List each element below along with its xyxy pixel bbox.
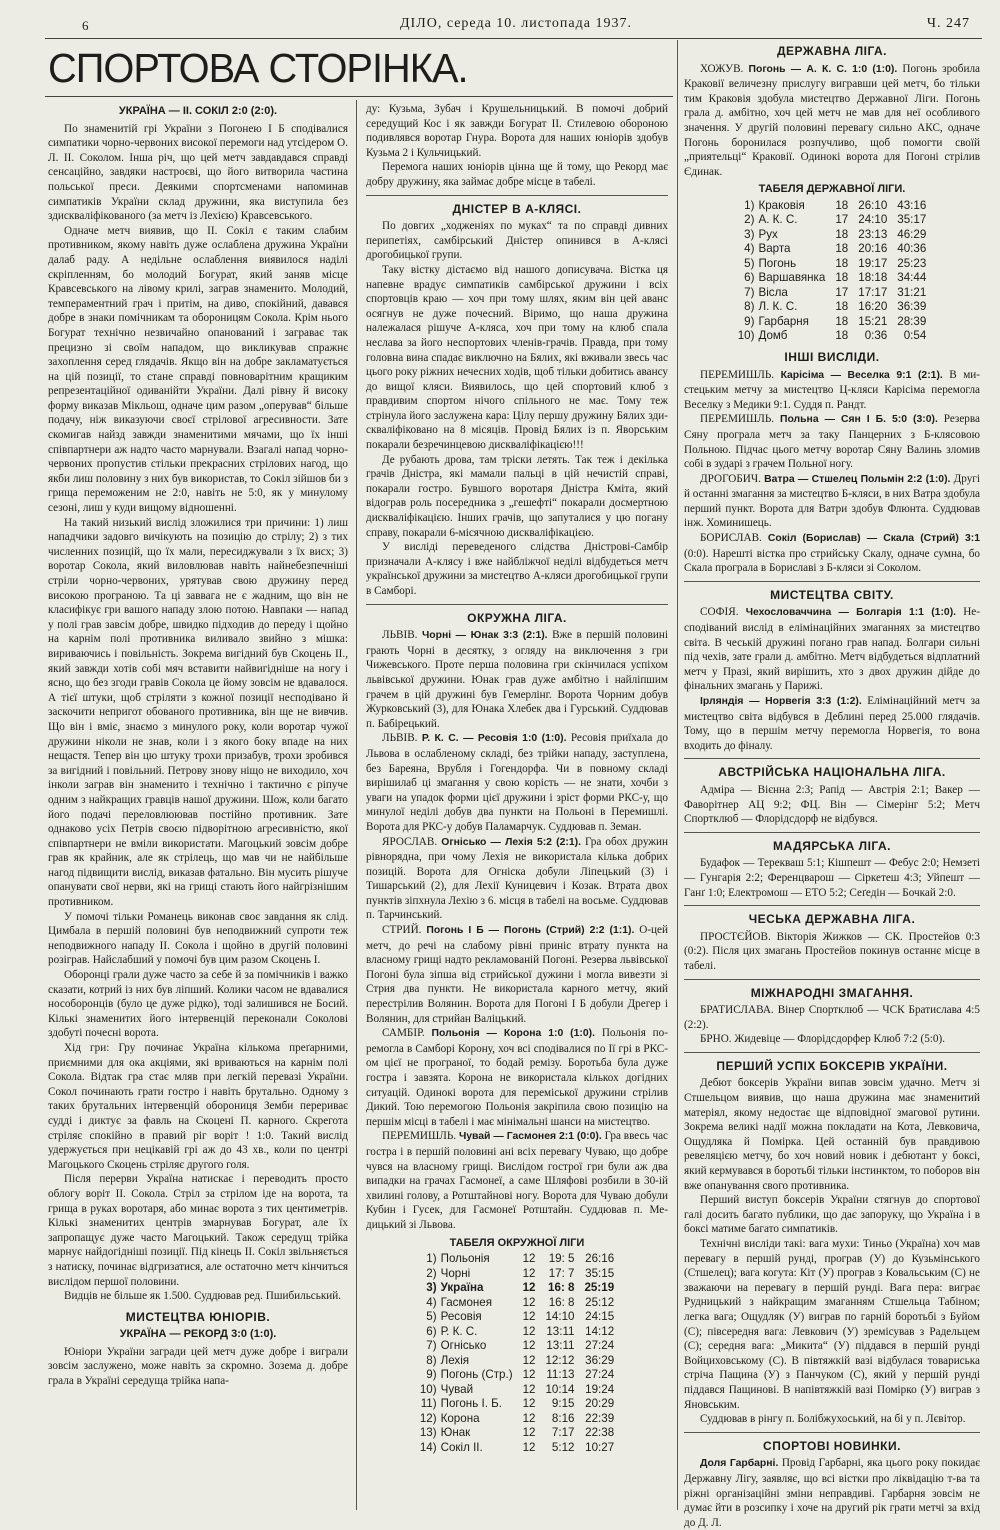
match-result: Чувай — Гасмонея 2:1 (0:0). <box>458 1131 602 1143</box>
report-text: Вінер Спортклюб — ЧСК Братислава 4:5 (2:2). <box>684 1004 980 1031</box>
table-row <box>415 1252 619 1267</box>
table-cell: Погонь І. Б. <box>440 1397 502 1411</box>
column-3 <box>684 44 981 1529</box>
table-cell: 24:10 <box>858 213 888 227</box>
section-heading: МАДЯРСЬКА ЛІГА. <box>773 838 891 853</box>
paragraph: Одначе метч виявив, що II. Сокіл є таким слабим противником, якому навіть дуже ослаблена дружина України далаб раду. А недільне ослаблення виявилося наділі скріпленням, бо молодий Богурат, який заняв місце Кравсевського на лівому крилі, заграв знаменито. Молодий, темпераментний грач і притім, на диво, спокійний, давався добре в знаки помічникам та обороницям Сокола. Крім нього Богурат технічно незвичайно опанований і заграває так прецизно зі своїм нападом, що викликував спражнє захоплення серед глядачів. Якщо він на добре закламатується на цій позиції, то стане справді повноварітним кращиким репрезентаційної одиванійти України. Далі рівну й високу форму виказав Мікльош, одначе цим разом „оперував“ більше подачу, ніж виказуючи своєї стрілової агресивности. Зате скомигав найзд завжди знаменитими мячами, що їх інші співпартнери аж надто часто марнували. Взагалі напад чорно-червоних пропустив стільки прекрасних стрілових нагод, що якби лиш половину з них був використав, то Сокіл зійшов би з грища переможеним не 2:0, навіть не 5:0, як у минулому сезоні, лиш у куди вищому відношенні. <box>48 224 348 515</box>
match-report <box>684 368 980 413</box>
report-text: О-цей метч, до речі на слабому рівні приніс втрату пункта на власному грищі надто рекламованій Погоні. Резерва львівської Погоні була зіпша від стрийської дужини і могла вивезти зі Стрия два пункти. Не використала карного метчу, який перестрілив Волянин. Ворота для Погоні І Б добули Дрегер і Волянин, для стрийан Валіцький. <box>366 924 668 1025</box>
city: ЛЬВІВ. <box>382 629 418 642</box>
table-cell: 12 <box>522 1397 536 1411</box>
table-cell: 17:17 <box>858 285 888 299</box>
table-cell: 18 <box>835 256 849 270</box>
table-row <box>733 213 932 228</box>
city: СОФІЯ. <box>700 606 739 619</box>
district-league-table <box>415 1252 619 1455</box>
report-text: (0:0). Нарешті вістка про стрийську Скалу, одначе сумна, бо Скала програла в Бориславі з Б-кляси зі Соколом. <box>684 547 980 575</box>
article-heading: УКРАЇНА — II. СОКІЛ 2:0 (2:0). <box>118 105 278 117</box>
table-row <box>415 1296 619 1311</box>
table-cell: 19: 5 <box>548 1252 575 1266</box>
table-cell: 9:15 <box>551 1397 575 1411</box>
divider <box>684 758 980 759</box>
table-row <box>415 1426 619 1441</box>
city: СТРИЙ. <box>382 924 422 937</box>
match-result: Сокіл (Борислав) — Скала (Стрий) 3:1 <box>767 533 980 545</box>
table-cell: 12 <box>522 1411 536 1425</box>
table-cell: Погонь <box>758 256 797 270</box>
paragraph: На такий низький вислід зложилися три причини: 1) лиш нападчики задовго вичікують на позицію до стрілу; 2) з тих численних позицій, що їх мали, пересиджували з їх висх; 3) воротар Сокола, який виловлював навіть найнебезпечніші стріли чорно-червоних, урятував свою дружину перед високою програною. Та ці заввага не є жадним, що він не класифікує гри вашого нападу злою потою. Навпаки — напад у полі грав завсім добре, швидко підходив до переду і щойно на карнім полі противника виливало звийно з мішка: вириваючись і повільність. Зокрема вигідний був Скоцень II., який завжди хотів собі мяч вставити найвигідніше на ногу і ясно, що без згоди гравів Сокола це йому зовсім не вдавалося. А тієї штуки, щоб стріляти з кожної позиції несподівано й заскочити непригот обованого противника, він ще не вивчив. Що він і вміє, знаємо з минулого року, коли воротар чужої дружини ніколи не знав, коли і з якого боку впаде на них нещастя. Тепер він цю штуку трохи призабув, трохи зробився за вигідний і повільний. Петрову знову ніщо не виходило, хоч інколи заграв він знаменито і технічно і тактично є ріпуче одним з найкращих гравців нашої дружини. Шож, коли багато його подачі переловлюював постійно противник. Зате однаково усіх Петрів своєю підворітною агресивністю, якої співпартнери не вміли використати. Магоцький зовсім добре грав як крайник, але як стрілець, що мав чи не найбільше нагод підвищити вислід, виказав фатально. Він мусить рішуче опанувати свої нерви, які на грищі стають його найгрізнішим противником. <box>48 516 348 909</box>
table-row <box>415 1354 619 1369</box>
city: ПЕРЕМИШЛЬ. <box>700 368 775 381</box>
table-cell: 12 <box>522 1252 536 1266</box>
table-cell: 23:13 <box>858 227 888 241</box>
city: БОРИСЛАВ. <box>700 532 762 545</box>
issue-number: Ч. 247 <box>926 16 970 31</box>
article-heading: УКРАЇНА — РЕКОРД 3:0 (1:0). <box>119 1328 277 1341</box>
table-cell: Вісла <box>758 285 788 299</box>
paragraph: Перемога наших юніорів цінна ще й тому, що Рекорд має добру дружину, яка займає добре місце в табелі. <box>366 161 668 188</box>
divider <box>684 1432 980 1433</box>
table-row <box>415 1310 619 1325</box>
table-cell: 12 <box>522 1281 536 1295</box>
table-cell: 18 <box>835 329 849 343</box>
table-cell: 2) <box>744 213 755 227</box>
match-report <box>684 531 980 576</box>
table-cell: 18 <box>835 271 849 285</box>
table-cell: 18 <box>835 300 849 314</box>
table-cell: Лехія <box>440 1353 470 1367</box>
table-cell: 10:14 <box>545 1382 575 1396</box>
table-cell: 16: 8 <box>548 1295 575 1309</box>
section-heading: МИСТЕЦТВА СВІТУ. <box>770 587 894 602</box>
table-cell: 10) <box>737 329 755 343</box>
table-cell: 0:36 <box>864 329 888 343</box>
table-cell: 5:12 <box>551 1440 575 1454</box>
table-cell: 0:54 <box>903 329 927 343</box>
table-cell: 9) <box>744 314 755 328</box>
table-row <box>733 315 932 330</box>
section-heading: МИСТЕЦТВА ЮНІОРІВ. <box>125 1309 271 1324</box>
masthead: ДІЛО, середа 10. листопада 1937. <box>400 16 632 31</box>
table-cell: Гарбарня <box>758 314 809 328</box>
table-cell: Польонія <box>440 1252 490 1266</box>
table-cell: 1) <box>426 1252 437 1266</box>
table-cell: 12:12 <box>545 1353 575 1367</box>
table-cell: 26:10 <box>858 198 888 212</box>
match-report <box>684 694 980 753</box>
table-title: ТАБЕЛЯ ДЕРЖАВНОЇ ЛІГИ. <box>758 183 906 196</box>
table-cell: Варшавянка <box>758 271 826 285</box>
table-row <box>415 1281 619 1296</box>
city: БРАТИСЛАВА. <box>700 1004 774 1017</box>
report-text: Елімінаційний метч за мистецтво світа відбувся в Деблині перед 25.000 глядачів. Тому, що в першім метчу перемогла Норвегія, то вона входить до фіналу. <box>684 695 981 752</box>
match-report <box>684 930 980 974</box>
news-text: Провід Гарбарні, яка цього року покидає Державну Лігу, заявляє, що всі вістки про ліквідацію т-ва та ріжні організаційні зміни неправдиві. Гарбарня зовсім не думає йти в розсипку і хоче на другий рік грати метчі за вхід до Д. Л. <box>684 1457 981 1529</box>
column-2 <box>366 102 668 1512</box>
match-result: Чехословаччина — Болгарія 1:1 (1:0). <box>745 607 957 619</box>
table-cell: 15:21 <box>858 314 888 328</box>
section-heading: ОКРУЖНА ЛІГА. <box>467 610 567 625</box>
table-cell: 6) <box>426 1324 437 1338</box>
table-cell: 25:23 <box>897 256 927 270</box>
match-report <box>366 835 668 924</box>
table-cell: 10:27 <box>585 1440 615 1454</box>
match-report <box>684 605 980 694</box>
match-report <box>366 731 668 834</box>
paragraph: Де рубають дрова, там тріски летять. Так теж і декілька грачів Дністра, які мамали пальці в цій нечистій справі, покарали гостро. Бувшого воротаря Дністра Кміта, який відограв роль посередника з „гешефті“ покарали досмертною дискваліфікацією. Інших грачів, що запуталися у цю погану справу, покарали 6-місячною дискваліфікацією. <box>366 453 668 539</box>
table-cell: 17 <box>835 213 849 227</box>
table-cell: 8) <box>426 1353 437 1367</box>
match-report <box>366 1026 668 1129</box>
divider <box>684 581 980 582</box>
table-title: ТАБЕЛЯ ОКРУЖНОЇ ЛІГИ <box>449 1236 585 1249</box>
column-divider <box>356 100 357 1510</box>
table-cell: 19:24 <box>585 1382 615 1396</box>
table-cell: 16:20 <box>858 300 888 314</box>
table-cell: 14:10 <box>545 1310 575 1324</box>
table-cell: 14:12 <box>585 1324 615 1338</box>
table-cell: 5) <box>426 1310 437 1324</box>
table-cell: 6) <box>744 271 755 285</box>
section-heading: ІНШІ ВИСЛІДИ. <box>784 349 880 364</box>
table-cell: 3) <box>426 1281 437 1295</box>
table-cell: 12 <box>522 1368 536 1382</box>
paragraph: У помочі тільки Романець виконав своє завдання як слід. Цимбала в першій половині був неподвижний супроти теж неподвижного нападу II. Сокола і щойно в другій половині розіграв. Найслабший у помочі був цим разом Скоцень І. <box>48 910 348 967</box>
match-report <box>366 923 668 1026</box>
city: ХОЖУВ. <box>700 62 744 75</box>
table-cell: 25:12 <box>585 1295 615 1309</box>
table-row <box>733 199 932 214</box>
divider <box>684 979 980 980</box>
table-cell: 14) <box>419 1440 437 1454</box>
table-cell: 35:17 <box>897 213 927 227</box>
table-cell: 46:29 <box>897 227 927 241</box>
city: БРНО. <box>700 1033 732 1046</box>
paragraph: Технічні висліди такі: вага мухи: Тиньо (Україна) хоч мав перевагу в першій рунді, програв (У) до Кузьмінського (Стшелец); вага когута: Кіт (У) програв з Ковальським (С) не зважаючи на перевагу в першій рунді. Вага пера: виграє Рудницький з найкращим змаганням Стшельца Табіном; легка вага; Ощудляк (У) виграв по гарній боротьбі з Буйом (С); півсередня вага: Левкович (У) зремісував з Радельцем (С); середня вага: „Микита“ (У) піддався в першій рунді Войциховському (С). В півтяжкій вазі відбулася товариська стріча Пащина (У) з Панчуком (С), який у першій рунді піддався Пащинові. В напівтяжкій вазі Помірко (У) виграв з Яновським. <box>684 1238 980 1411</box>
table-cell: Краковія <box>758 198 805 212</box>
table-cell: 12 <box>522 1324 536 1338</box>
table-cell: 20:29 <box>585 1397 615 1411</box>
table-row <box>415 1267 619 1282</box>
section-heading: ДЕРЖАВНА ЛІГА. <box>776 44 888 58</box>
table-cell: 25:19 <box>584 1281 615 1295</box>
section-heading: МІЖНАРОДНІ ЗМАГАННЯ. <box>750 985 914 1000</box>
paragraph: Перший виступ боксерів України стягнув до спортової галі досить багато публики, що дає запоруку, що Україна і в боксі матиме багато симпатиків. <box>684 1194 980 1236</box>
divider <box>366 604 668 605</box>
table-cell: 5) <box>744 256 755 270</box>
city: ПЕРЕМИШЛЬ. <box>382 1130 457 1143</box>
paragraph: Юніори України загради цей метч дуже добре і виграли зовсім заслужено, може навіть за скромно. Зозема д. добре грала в Україні середуща трійка напа- <box>48 1345 348 1388</box>
table-row <box>415 1383 619 1398</box>
report-text: Вже в першій половині грають Чорні в десятку, з огляду на виключення з гри Чижевського. Проте перша половина гри скінчилася успіхом львівської дружини. Юнак грав дуже амбітно і найліпшим грачем в цій дружині був Гемерлінг. Ворота Чорним добув Журковський (3), для Юнака Хлебек два і Гурський. Суддював п. Бабірецький. <box>366 629 669 730</box>
table-cell: 12 <box>522 1339 536 1353</box>
header-rule <box>45 38 982 39</box>
table-cell: Юнак <box>440 1426 471 1440</box>
table-cell: 24:15 <box>585 1310 615 1324</box>
paragraph: Таку вістку дістаємо від нашого дописувача. Вістка ця напевне врадує симпатиків самбірської дружини і всіх спортовців краю — хоч при тому шлях, яким він цей аванс осягнув не дуже почесний. Віримо, що наша дружина належалася рішуче А-кляса, хоч при тому на клюб спала неслава за його неспортових членів-грачів. Правда, при тому головна вина спадає виключно на Бялих, які вживали звесь час цього року ріжних нечесних ходів, щоб тільки добитись авансу до вищої кляси. Виявилось, що цей спортовий клюб з правдивим спортом нічого спільного не має. Тому теж стрінула його заслужена кара: Цілу першу дружину Бялих здискваліфіковано на 8 місяців. Провід Бялих із п. Яворським покарали безречинцевою дискваліфікацією!!! <box>366 263 668 452</box>
table-cell: 13) <box>419 1426 437 1440</box>
report-text: Жидевіце — Флорідсдорфер Клюб 7:2 (5:0). <box>734 1033 946 1046</box>
table-cell: 27:24 <box>585 1339 615 1353</box>
table-row <box>415 1412 619 1427</box>
table-cell: 18 <box>835 242 849 256</box>
table-cell: 18 <box>835 314 849 328</box>
table-cell: Ресовія <box>440 1310 482 1324</box>
divider <box>684 1052 980 1053</box>
news-item <box>684 1456 980 1530</box>
paragraph: Дебют боксерів України випав зовсім удачно. Метч зі Стшельцом виявив, що наша дружина має знаменитий матеріял, якому недостає ще відповідної змагової рутини. Зокрема великі надії можна покладати на Кота, Левковича, Ощудляка й Помірка. Цей останній був правдивою ревеляцією метчу, бо хоч новий новик і дебютант у боксі, який кермувався в боротьбі тільки інстинктом, то поборов він вже опанування свого противника. <box>684 1077 980 1192</box>
table-cell: 13:11 <box>546 1324 575 1338</box>
table-cell: Україна <box>440 1281 484 1295</box>
paragraph: Після перерви Україна натискає і переводить просто облогу воріт II. Сокола. Стріл за стрілом іде на ворота, та грища в руках воротаря, або минає ворота з тих центиметрів. Кількі знаменитих центрів змарнував Богурат, але їх запропащує дуже часто Магоцький. Також середущ трійка марнує найдогідніші позиції. Під кінець II. Сокіл звільняється з натиску, починає відгризатися, але остаточно метч кінчиться вислідом першої половини. <box>48 1173 348 1288</box>
report-text: В мистецьким метчу за мистецтво Ц-кляси Карісіма перемогла Веселку з Медики 9:1. Суддя п. Рандт. <box>684 368 980 411</box>
match-result: Чорні — Юнак 3:3 (2:1). <box>421 630 548 642</box>
paragraph: Хід гри: Гру починає Україна кількома преґарними, приємними для ока акціями, які вриваються на карнім полі Сокола. Відтак гра стає мляв при легкій перевазі України. Сокол починають грати гостро і навіть брутально. Одному з таких брутальних інтервенцій оборониця Земби перериває судді і диктує за фавль на Скоцені П. карного. Скрегота стріляє спокійно в правий ріг воріт ! 1:0. Такий вислід удержується при нецікавій грі аж до 43 хв., коли по центрі Магоцького Скоцень стріляє другого голя. <box>48 1042 348 1171</box>
table-row <box>415 1368 619 1383</box>
table-cell: 18 <box>835 227 849 241</box>
city: ЛЬВІВ. <box>382 732 418 745</box>
table-cell: 12 <box>522 1353 536 1367</box>
match-result: Ірляндія — Норвегія 3:3 (1:2). <box>700 696 862 707</box>
table-cell: 16: 8 <box>548 1281 575 1295</box>
section-heading: ДНІСТЕР В А-КЛЯСІ. <box>452 201 582 216</box>
divider <box>684 832 980 833</box>
table-cell: 34:44 <box>897 271 927 285</box>
column-divider <box>677 40 678 1510</box>
table-cell: 11) <box>420 1397 437 1411</box>
table-row <box>415 1397 619 1412</box>
table-cell: 31:21 <box>897 285 927 299</box>
report-text: Вікторія Жижков — СК. Простейов 0:3 (0:2). Після цих змагань Простейов покинув останнє місце в табелі. <box>684 930 981 972</box>
paragraph: Оборонці грали дуже часто за себе й за помічників і важко сказати, котрий із них був ліпший. Колики часом не вдавалися нособоронців (було це дуже рідко), тоді залишився не Босий. Кількі знаменитих його інтервенцій переконали Соколові здобуті почесні ворота. <box>48 969 348 1040</box>
table-cell: 22:39 <box>585 1411 615 1425</box>
table-cell: 27:24 <box>585 1368 615 1382</box>
city: САМБІР. <box>382 1027 425 1040</box>
table-cell: 12 <box>522 1295 536 1309</box>
paragraph: По довгих „ходженіях по муках“ та по справді дивних перипетіях, самбірський Дністер опинився в А-клясі дрогобицької групи. <box>366 220 668 262</box>
table-cell: 36:29 <box>585 1353 615 1367</box>
table-cell: 3) <box>744 227 755 241</box>
table-cell: 7) <box>426 1339 437 1353</box>
city: ПРОСТЄЙОВ. <box>700 930 771 943</box>
table-row <box>733 329 932 344</box>
table-cell: 12 <box>522 1440 536 1454</box>
table-row <box>733 286 932 301</box>
section-heading: ПЕРШИЙ УСПІХ БОКСЕРІВ УКРАЇНИ. <box>716 1058 948 1073</box>
table-cell: 8) <box>744 300 755 314</box>
divider <box>684 905 980 906</box>
table-row <box>415 1325 619 1340</box>
match-report <box>366 1129 668 1232</box>
match-result: Огнісько — Лехія 5:2 (2:1). <box>441 836 581 848</box>
match-result: Польонія — Корона 1:0 (1:0). <box>431 1028 595 1040</box>
state-league-table <box>733 199 932 344</box>
match-report <box>366 628 668 731</box>
table-cell: Корона <box>440 1411 480 1425</box>
news-title: Доля Гарбарні. <box>700 1458 779 1470</box>
paragraph: По знаменитій грі України з Погонею І Б сподівалися симпатики чорно-червоних високої перемоги над утсідером О. Л. II. Соколом. Інша річ, що цей метч завдавдався справді сенсаційно, завдяки настроєві, що його витворила частина польської преси. Деякими спортсменами напоминав симпатиків України склад дружини, яка виступила без здискваліфікованого (за метч із Лехією) Кравсевського. <box>48 122 348 223</box>
report-text: Резерва Сяну програла метч за таку Панцерних з Б-клясовою Польною. Підчас цього метчу воротар Сяну Валинь зломив собі в зударі з грачем Польної ногу. <box>684 413 981 471</box>
table-row <box>733 271 932 286</box>
section-title: СПОРТОВА СТОРІНКА. <box>48 45 468 91</box>
table-cell: 4) <box>426 1295 437 1309</box>
table-row <box>415 1339 619 1354</box>
table-cell: 40:36 <box>897 242 927 256</box>
table-cell: Л. К. С. <box>758 300 798 314</box>
paragraph: Суддював в рінгу п. Болібжухоський, на бі у п. Лєвітор. <box>700 1413 966 1426</box>
match-result: Карісіма — Веселка 9:1 (2:1). <box>780 369 943 381</box>
table-cell: Чувай <box>440 1382 474 1396</box>
table-cell: 18 <box>835 198 849 212</box>
table-cell: 1) <box>744 198 755 212</box>
table-cell: 22:38 <box>585 1426 615 1440</box>
table-cell: 11:13 <box>546 1368 575 1382</box>
table-cell: Чорні <box>440 1266 471 1280</box>
report-text: Погонь зробила Краковії величезну прислугу вигравши цей метч, бо тільки тим Краковія здобула мистецтво Державної Ліги. Погонь грала д. амбітно, хоч цей метч не мав для неї особливого значення. У другій половині перевагу сильно АКС, одначе Погонь боронилася розпучливо, щоб помогти своїй „приятельці“ Краковії. Одинокі ворота для Погоні стрілив Єдинак. <box>684 62 981 178</box>
table-cell: А. К. С. <box>758 213 798 227</box>
report-text: Несподіваний вислід в елімінаційних змаганнях за мистецтво світа. В чеській дружині погано грав напад. Болгари сильні під чехів, зате грали д. амбітно. Метч відбудеться відплатний метч у Празі, який вирішить, хто з двох дружин дійде до фінальних змагань у Парижі. <box>684 606 980 693</box>
table-cell: Сокіл II. <box>440 1440 483 1454</box>
report-text: Ресовія приїхала до Львова в ослабленому складі, без трійки нападу, заступлена, без Бареяна, Врубля і Гогендорфа. Чи в повному складі вирішилаб ці змагання у свою корість — не знати, хочби з уваги на упадок форми цієї дружини і зріст форми РКС-у, що минулої неділі добув два пункти на Польоні в Перемишлі. Ворота для РКС-у добув Паламарчук. Суддював п. Земан. <box>366 732 669 833</box>
table-row <box>733 228 932 243</box>
table-cell: Домб <box>758 329 788 343</box>
table-cell: 19:17 <box>858 256 888 270</box>
paragraph: Будафок — Терекваш 5:1; Кішпешт — Фебус 2:0; Немзеті — Гунгарія 2:2; Ференцварош — Сіркетеш 4:3; Уйпешт — Ганґ 1:0; Електромош — ЕТО 5:2; Сеґедін — Бочкай 2:0. <box>684 857 980 899</box>
match-result: Польна — Сян І Б. 5:0 (3:0). <box>780 414 938 426</box>
table-cell: Погонь (Стр.) <box>440 1368 513 1382</box>
table-cell: 36:39 <box>897 300 927 314</box>
table-cell: 9) <box>426 1368 437 1382</box>
city: ЯРОСЛАВ. <box>382 835 438 848</box>
table-cell: 26:16 <box>585 1252 615 1266</box>
table-cell: 12 <box>522 1310 536 1324</box>
title-rule <box>45 96 673 97</box>
table-cell: 7:17 <box>551 1426 575 1440</box>
table-row <box>733 242 932 257</box>
match-result: Р. К. С. — Ресовія 1:0 (1:0). <box>421 733 567 745</box>
table-cell: Огнісько <box>440 1339 487 1353</box>
city: ДРОГОБИЧ. <box>700 472 761 485</box>
match-report <box>684 472 980 531</box>
table-cell: 7) <box>744 285 755 299</box>
table-row <box>733 300 932 315</box>
city: ПЕРЕМИШЛЬ. <box>700 413 775 426</box>
table-cell: 43:16 <box>897 198 927 212</box>
page-number: 6 <box>82 18 90 33</box>
table-cell: 10) <box>419 1382 437 1396</box>
table-cell: 18:18 <box>858 271 888 285</box>
table-cell: 17: 7 <box>548 1266 575 1280</box>
report-text: Гра обох дружин рівнорядна, при чому Лехія не використала кілька добрих позицій. Ворота для Огніска добули Ліпецький (3) і Тишарський (2), для Лехії Куницевич і Козак. Втрата двох пунктів зіпхнула Лехію з 6. місця в табелі на восьме. Суддював п. Тарчинський. <box>366 835 668 922</box>
paragraph: У висліді переведеного слідства Дністрові-Самбір призначали А-клясу і вже найбліжчої неділі відбудеться метч української дружини за мистецтво А-кляси дрогобицької групи в Самборі. <box>366 541 668 597</box>
table-cell: 35:15 <box>585 1266 615 1280</box>
section-heading: АВСТРІЙСЬКА НАЦІОНАЛЬНА ЛІГА. <box>718 765 946 780</box>
table-cell: 17 <box>835 285 849 299</box>
table-cell: 20:16 <box>858 242 888 256</box>
table-cell: Р. К. С. <box>440 1324 478 1338</box>
match-result: Погонь — А. К. С. 1:0 (1:0). <box>748 63 898 75</box>
match-result: Ватра — Стшелец Польмін 2:2 (1:0). <box>764 473 951 485</box>
table-row <box>733 257 932 272</box>
match-report <box>684 412 980 471</box>
table-cell: Рух <box>758 227 778 241</box>
report-text: Польонія поремогла в Самборі Корону, хоч всі сподівалися по Ії грі в РКС-ом цієї не програної, то бодай ремізу. Боротьба була дуже гостра і завзята. Корона не використала кількох догідних ситуацій. Одинокі ворота для переміської дружини стрілив Дикий. Тою перемогою Польонія закріпила свою позицію на першім місці в табелі і має мінімальні шанси на мистецтво. <box>366 1027 668 1128</box>
report-text: Другі й останні змагання за мистецтво Б-кляси, в них Ватра здобула перший пункт. Ворота для Ватри здобув Флюнта. Суддював інж. Хоминишець. <box>684 472 981 530</box>
match-report <box>684 1032 980 1047</box>
paragraph: Адміра — Вієнна 2:3; Рапід — Австрія 2:1; Вакер — Фаворітнер АЦ 9:2; ФЦ. Він — Сімерінг 5:2; Метч Спортклюб — Флорідсдорф не відбувся. <box>684 783 980 826</box>
match-report <box>684 1003 980 1032</box>
table-cell: 12 <box>522 1426 536 1440</box>
section-heading: ЧЕСЬКА ДЕРЖАВНА ЛІГА. <box>748 912 916 927</box>
table-cell: 12 <box>522 1382 536 1396</box>
column-1 <box>48 102 348 1512</box>
paragraph: Видців не більше як 1.500. Суддював ред. Пшибильський. <box>64 1290 342 1303</box>
table-cell: 12 <box>522 1266 536 1280</box>
paragraph: ду: Кузьма, Зубач і Крушельницький. В помочі добрий середущий Кос і як завжди Богурат II. Стилевою обороною подивлявся воротар Гнура. Ворота для наших юніорів здобув Кузьма 2 і Кульчицький. <box>366 103 668 159</box>
report-text: Гра ввесь час гостра і в першій половині ані всіх перевагу Чуваю, що добре чувся на власному грищі. Вислідом гострої гри були аж два випадки на грачах Гасмонеї, а саме Шляфові розбили в 30-ій хвилині голову, а Ротштайнові ногу. Ворота для Чуваю добули Кубин і Гусек, для Гасмонеї Ротштайн. Суддював п. Медицький зі Львова. <box>366 1130 669 1231</box>
table-cell: Гасмонея <box>440 1295 493 1309</box>
table-cell: 13:11 <box>546 1339 575 1353</box>
table-cell: 2) <box>426 1266 437 1280</box>
match-result: Погонь І Б — Погонь (Стрий) 2:2 (1:1). <box>426 925 635 937</box>
table-row <box>415 1441 619 1456</box>
section-heading: СПОРТОВІ НОВИНКИ. <box>763 1438 901 1453</box>
table-cell: Варта <box>758 242 791 256</box>
table-cell: 8:16 <box>551 1411 575 1425</box>
match-report <box>684 62 980 180</box>
table-cell: 12) <box>419 1411 437 1425</box>
page-header <box>60 16 970 38</box>
table-cell: 28:39 <box>897 314 927 328</box>
table-cell: 4) <box>744 242 755 256</box>
divider <box>366 195 668 196</box>
